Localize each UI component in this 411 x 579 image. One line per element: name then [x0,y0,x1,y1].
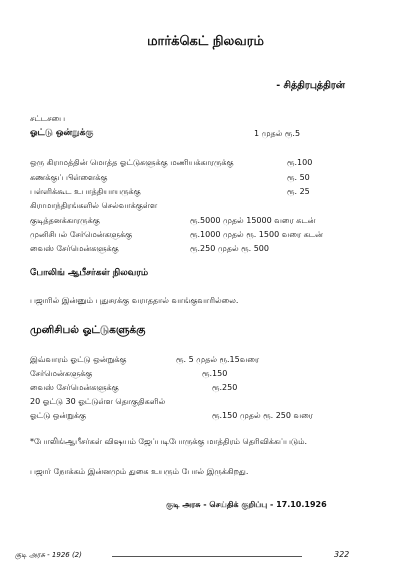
row-label: ஒரு கிராமத்தின் மொத்த ஓட்டுகளுக்கு மணியக்காரருக்கு [30,158,234,167]
author-name: - சித்திரபுத்திரன் [276,80,345,91]
paragraph-text: பஜார் நோக்கம் இன்னமும் துகை உயரும் போல் இருக்கிறது. [30,467,249,476]
row-value: ரூ. 5 முதல் ரூ.15வரை [176,355,260,364]
row-value: ரூ.150 [202,369,228,378]
footer-book-title: குடி அரசு - 1926 (2) [15,551,82,559]
row-label: ஓட்டு ஒன்றுக்கு [30,411,87,420]
section-heading-municipal: முனிசிபல் ஓட்டுகளுக்கு [30,324,146,336]
source-citation: குடி அரசு - செய்திக் குறிப்பு - 17.10.1926 [166,500,327,509]
row-label: முனிசிபல் சேர்மென்களுக்கு [30,230,133,239]
paragraph-text: பஜாரில் இன்னும் புதுசரக்கு வராததால் வாங்குவாரில்லை. [30,296,239,305]
subsection-label: கிராமாந்திரங்களில் செல்வாக்குள்ள [30,201,158,210]
row-label: சேர்மென்களுக்கு [30,369,93,378]
per-vote-rate: 1 முதல் ரூ.5 [254,129,301,138]
row-label: வைஸ் சேர்மென்களுக்கு [30,383,119,392]
row-value: ரூ. 25 [287,187,310,196]
footer-divider [112,556,302,557]
row-label: வைஸ் சேர்மென்களுக்கு [30,244,119,253]
row-label: இவ்வாரம் ஓட்டு ஒன்றுக்கு [30,355,127,364]
row-value: ரூ.5000 முதல் 15000 வரை கடன் [190,216,316,225]
row-label: குடித்தனக்காரருக்கு [30,216,100,225]
section-heading-polling-officers: போலிங் ஆபீசர்கள் நிலவரம் [30,268,149,278]
section-heading-per-vote: ஓட்டு ஒன்றுக்கு [30,128,94,138]
page-title: மார்க்கெட் நிலவரம் [147,34,264,49]
footnote: *போலிங்ஆபீசர்கள் விஷயம் ஜேப்படிபோருக்கு மாத்திரம் தெரிவிக்கப்படும். [30,437,308,446]
page-number: 322 [334,550,350,559]
row-value: ரூ. 50 [287,173,310,182]
row-value: ரூ.250 [212,383,238,392]
section-subheading-assembly: சட்டசபை [30,114,66,123]
row-label: கணக்குப் பிள்ளைக்கு [30,173,108,182]
subsection-label: 20 ஓட்டு 30 ஓட்டுள்ள தொகுதிகளில் [30,397,166,406]
row-value: ரூ.100 [287,158,313,167]
row-label: பள்ளிக்கூட உபாத்தியாயருக்கு [30,187,141,196]
row-value: ரூ.1000 முதல் ரூ. 1500 வரை கடன் [190,230,323,239]
row-value: ரூ.150 முதல் ரூ. 250 வரை [212,411,313,420]
row-value: ரூ.250 முதல் ரூ. 500 [190,244,269,253]
